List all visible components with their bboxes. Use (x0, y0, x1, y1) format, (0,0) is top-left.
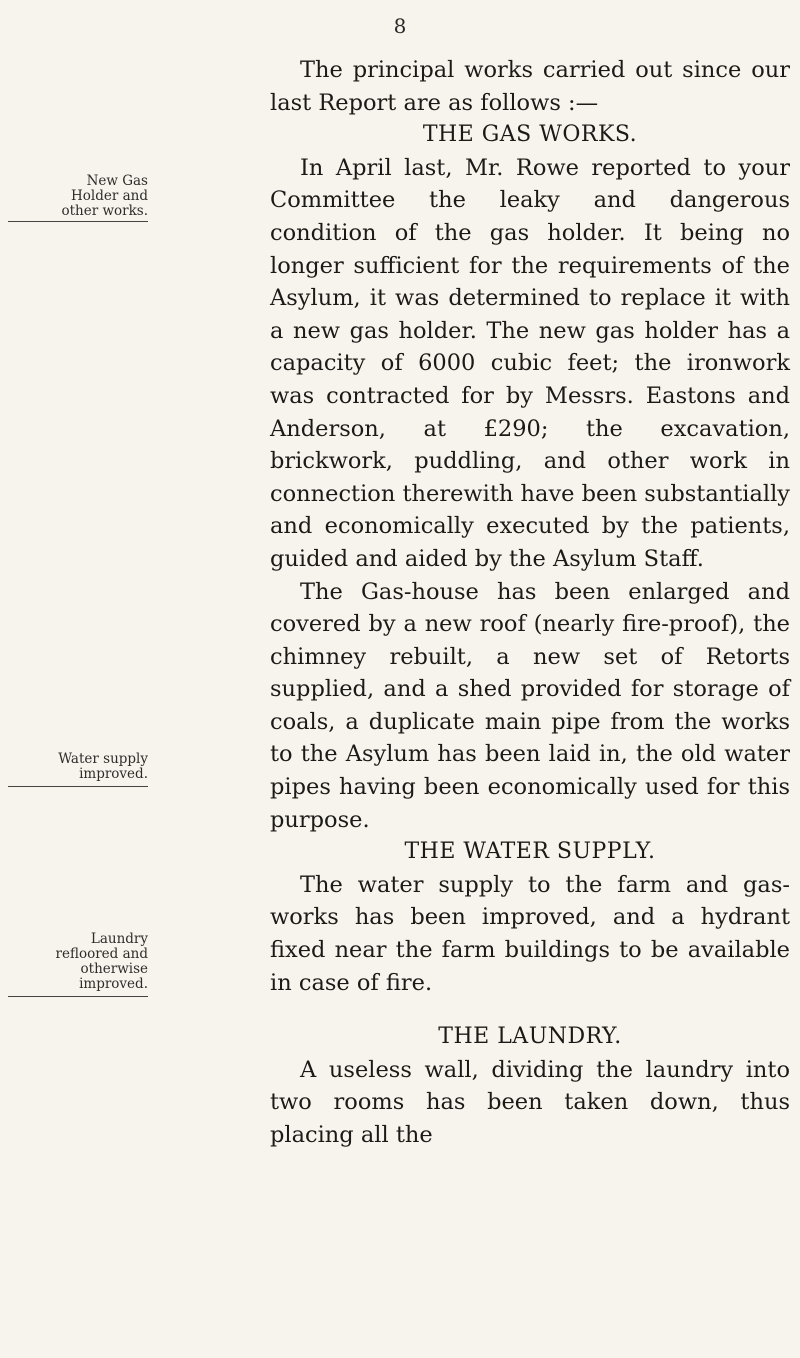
margin-note-laundry-line-1: Laundry (90, 931, 148, 947)
margin-note-gas-line-3: other works. (61, 203, 148, 219)
gas-paragraph-1: In April last, Mr. Rowe reported to your Committee the leaky and dangerous condition of the gas holder. It being no longer sufficient for the requirements of the Asylum, it was determined to replace it with a new gas holder. The new gas holder has a capacity of 6000 cubic feet; the ironwork was contracted for by Messrs. Eastons and Anderson, at £290; the excavation, brickwork, puddling, and other work in connection therewith have been substantially and economically executed by the patients, guided and aided by the Asylum Staff. (270, 154, 790, 572)
intro-paragraph: The principal works carried out since our last Report are as follows :— (270, 57, 790, 116)
body-column-gas (270, 54, 790, 1152)
page-number: 8 (393, 14, 407, 38)
margin-note-water-line-2: improved. (79, 766, 148, 782)
margin-rule-gas (8, 221, 148, 222)
section-heading-laundry: THE LAUNDRY. (438, 1024, 622, 1050)
margin-rule-laundry (8, 996, 148, 997)
margin-note-gas-line-2: Holder and (71, 188, 148, 204)
water-paragraph: The water supply to the farm and gas-works has been improved, and a hydrant fixed near the farm buildings to be available in case of fire. (270, 871, 790, 996)
margin-note-laundry-line-4: improved. (79, 976, 148, 992)
margin-note-water-line-1: Water supply (58, 751, 148, 767)
margin-rule-water (8, 786, 148, 787)
section-heading-water-supply: THE WATER SUPPLY. (404, 839, 656, 865)
margin-note-laundry (0, 932, 148, 992)
section-heading-gas-works: THE GAS WORKS. (422, 122, 638, 148)
margin-note-gas (0, 174, 148, 219)
margin-note-gas-line-1: New Gas (86, 173, 148, 189)
margin-note-laundry-line-2: refloored and (55, 946, 148, 962)
margin-note-laundry-line-3: otherwise (80, 961, 148, 977)
laundry-paragraph: A useless wall, dividing the laundry into two rooms has been taken down, thus placing all the (270, 1056, 790, 1148)
gas-paragraph-2: The Gas-house has been enlarged and covered by a new roof (nearly fire-proof), the chimney rebuilt, a new set of Retorts supplied, and a shed provided for storage of coals, a duplicate main pipe from the works to the Asylum has been laid in, the old water pipes having been economically used for this purpose. (270, 578, 790, 833)
margin-note-water (0, 752, 148, 782)
